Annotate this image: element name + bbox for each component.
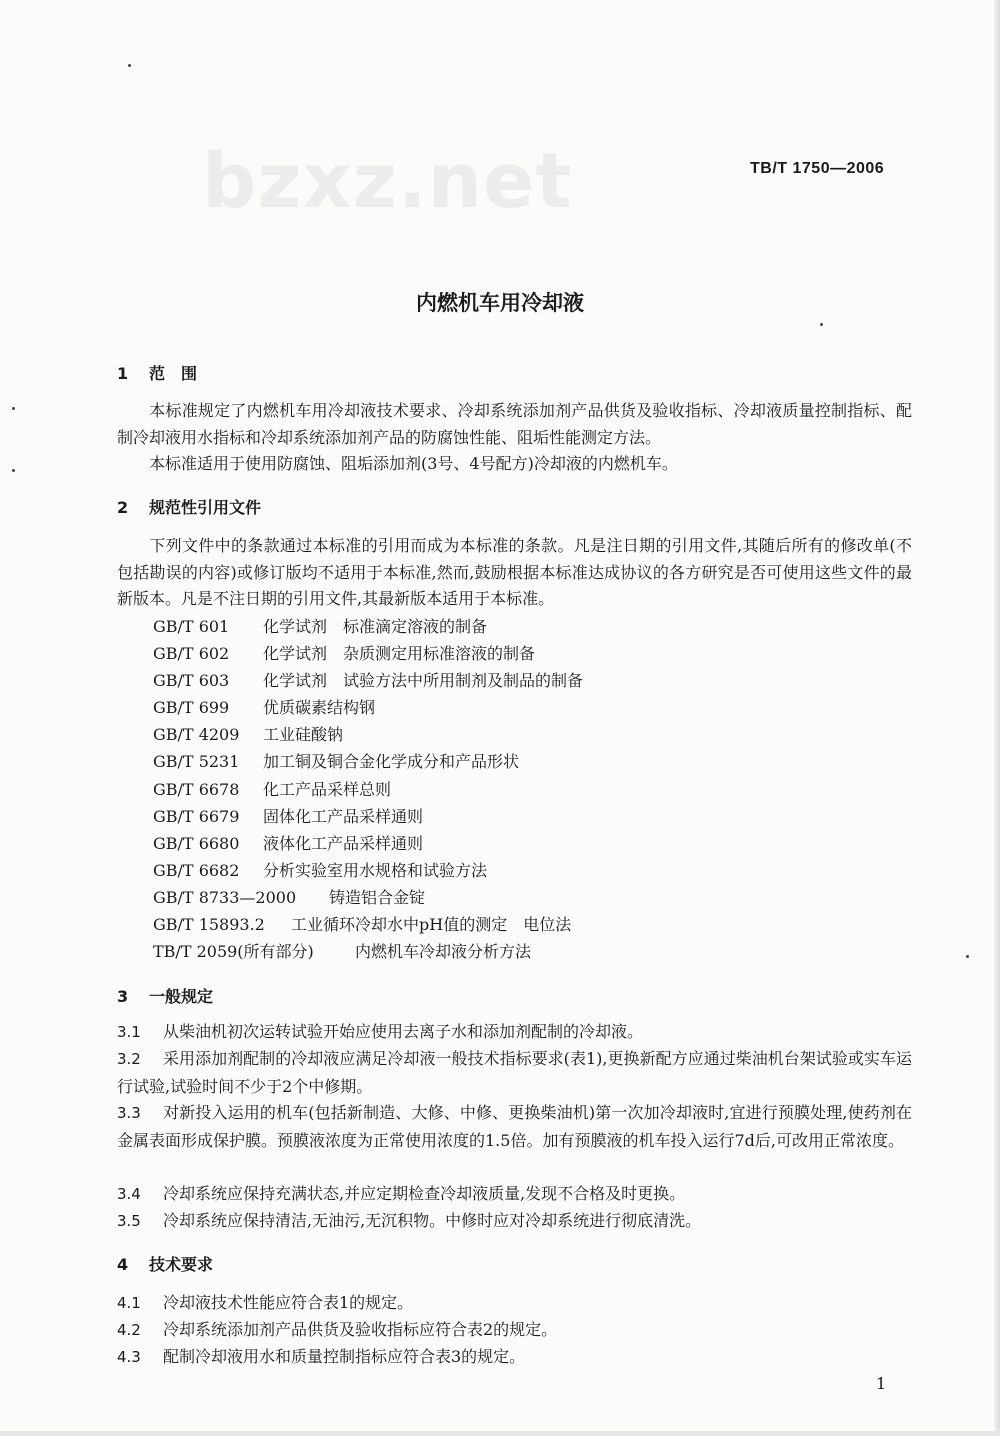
clause-4-3 <box>117 1343 912 1371</box>
section-1-heading <box>117 361 197 384</box>
reference-item <box>153 911 873 938</box>
clause-text: 冷却系统应保持清洁,无油污,无沉积物。中修时应对冷却系统进行彻底清洗。 <box>163 1211 702 1230</box>
section-number: 1 <box>117 364 129 383</box>
scan-speck <box>12 469 15 472</box>
clause-number: 3.4 <box>117 1185 141 1203</box>
section-2-intro <box>117 533 912 613</box>
reference-code: GB/T 601 <box>153 617 230 636</box>
document-id: TB/T 1750—2006 <box>750 160 885 177</box>
clause-number: 3.3 <box>117 1104 141 1122</box>
reference-name: 化学试剂 试验方法中所用制剂及制品的制备 <box>263 671 584 691</box>
clause-number: 4.2 <box>117 1321 141 1339</box>
clause-4-1 <box>117 1289 912 1317</box>
clause-number: 3.1 <box>117 1023 141 1041</box>
watermark: bzxz.net <box>202 136 573 225</box>
clause-3-3 <box>117 1099 912 1154</box>
clause-text: 冷却液技术性能应符合表1的规定。 <box>163 1293 414 1312</box>
section-number: 4 <box>117 1255 129 1274</box>
clause-text: 采用添加剂配制的冷却液应满足冷却液一般技术指标要求(表1),更换新配方应通过柴油机台架试验或实车运行试验,试验时间不少于2个中修期。 <box>117 1049 912 1097</box>
reference-code: GB/T 6678 <box>153 779 240 799</box>
reference-name: 化工产品采样总则 <box>263 779 392 799</box>
reference-code: GB/T 15893.2 <box>153 915 265 935</box>
paragraph-text: 本标准适用于使用防腐蚀、阻垢添加剂(3号、4号配方)冷却液的内燃机车。 <box>149 454 678 473</box>
reference-item <box>153 640 873 667</box>
section-title: 一般规定 <box>149 987 214 1006</box>
section-1-paragraph-1 <box>117 398 912 451</box>
section-4-heading <box>117 1252 213 1275</box>
clause-3-1 <box>117 1018 912 1046</box>
clause-number: 3.2 <box>117 1050 141 1068</box>
reference-item <box>153 694 873 721</box>
paragraph-text: 下列文件中的条款通过本标准的引用而成为本标准的条款。凡是注日期的引用文件,其随后所有的修改单(不包括勘误的内容)或修订版均不适用于本标准,然而,鼓励根据本标准达成协议的各方研究是否可使用这些文件的最新版本。凡是不注日期的引用文件,其最新版本适用于本标准。 <box>117 536 912 608</box>
reference-item <box>153 667 873 694</box>
clause-3-5 <box>117 1207 912 1235</box>
section-title: 技术要求 <box>149 1255 214 1274</box>
reference-name: 优质碳素结构钢 <box>263 698 376 718</box>
section-2-heading <box>117 495 261 518</box>
clause-text: 对新投入运用的机车(包括新制造、大修、中修、更换柴油机)第一次加冷却液时,宜进行预膜处理,使药剂在金属表面形成保护膜。预膜液浓度为正常使用浓度的1.5倍。加有预膜液的机车投入运行7d后,可改用正常浓度。 <box>117 1103 912 1151</box>
reference-code: GB/T 602 <box>153 644 230 664</box>
section-title: 规范性引用文件 <box>149 498 262 517</box>
reference-code: TB/T 2059(所有部分) <box>153 942 314 962</box>
reference-code: GB/T 6679 <box>153 806 240 826</box>
section-number: 2 <box>117 498 129 517</box>
clause-text: 冷却系统应保持充满状态,并应定期检查冷却液质量,发现不合格及时更换。 <box>163 1184 686 1203</box>
reference-item <box>153 830 873 857</box>
reference-name: 加工铜及铜合金化学成分和产品形状 <box>263 752 520 772</box>
scan-speck <box>12 407 15 410</box>
reference-code: GB/T 699 <box>153 698 230 718</box>
reference-name: 工业循环冷却水中pH值的测定 电位法 <box>291 915 572 935</box>
clause-text: 配制冷却液用水和质量控制指标应符合表3的规定。 <box>163 1347 526 1366</box>
page-number: 1 <box>876 1374 887 1393</box>
reference-list <box>153 613 873 965</box>
paragraph-text: 本标准规定了内燃机车用冷却液技术要求、冷却系统添加剂产品供货及验收指标、冷却液质量控制指标、配制冷却液用水指标和冷却系统添加剂产品的防腐蚀性能、阻垢性能测定方法。 <box>117 401 912 447</box>
clause-number: 4.1 <box>117 1294 141 1312</box>
clause-3-2 <box>117 1045 912 1100</box>
clause-4-2 <box>117 1316 912 1344</box>
reference-item <box>153 776 873 803</box>
reference-code: GB/T 6682 <box>153 860 240 880</box>
reference-item <box>153 857 873 884</box>
reference-name: 化学试剂 标准滴定溶液的制备 <box>263 617 488 636</box>
section-number: 3 <box>117 987 129 1006</box>
clause-3-4 <box>117 1180 912 1208</box>
clause-number: 4.3 <box>117 1348 141 1366</box>
scan-speck <box>820 323 823 326</box>
reference-name: 内燃机车冷却液分析方法 <box>355 942 532 962</box>
reference-code: GB/T 4209 <box>153 725 240 745</box>
reference-code: GB/T 8733—2000 <box>153 887 297 907</box>
scan-speck <box>128 64 131 67</box>
reference-name: 铸造铝合金锭 <box>329 887 426 907</box>
clause-text: 从柴油机初次运转试验开始应使用去离子水和添加剂配制的冷却液。 <box>163 1022 644 1041</box>
reference-item <box>153 721 873 748</box>
reference-item <box>153 748 873 775</box>
document-title: 内燃机车用冷却液 <box>416 291 584 315</box>
clause-text: 冷却系统添加剂产品供货及验收指标应符合表2的规定。 <box>163 1320 558 1339</box>
clause-number: 3.5 <box>117 1212 141 1230</box>
reference-name: 工业硅酸钠 <box>263 725 344 745</box>
reference-name: 化学试剂 杂质测定用标准溶液的制备 <box>263 644 536 664</box>
page-edge-right <box>994 0 1000 1436</box>
section-3-heading <box>117 984 213 1007</box>
scan-speck <box>966 955 969 958</box>
page-edge-bottom <box>0 1431 1000 1436</box>
reference-code: GB/T 6680 <box>153 833 240 853</box>
reference-name: 分析实验室用水规格和试验方法 <box>263 860 488 880</box>
reference-code: GB/T 603 <box>153 671 230 691</box>
reference-name: 固体化工产品采样通则 <box>263 806 424 826</box>
reference-item <box>153 613 873 640</box>
reference-item <box>153 938 873 965</box>
section-title: 范 围 <box>149 364 198 383</box>
reference-code: GB/T 5231 <box>153 752 240 772</box>
reference-item <box>153 803 873 830</box>
reference-item <box>153 884 873 911</box>
reference-name: 液体化工产品采样通则 <box>263 833 424 853</box>
section-1-paragraph-2 <box>117 451 912 478</box>
